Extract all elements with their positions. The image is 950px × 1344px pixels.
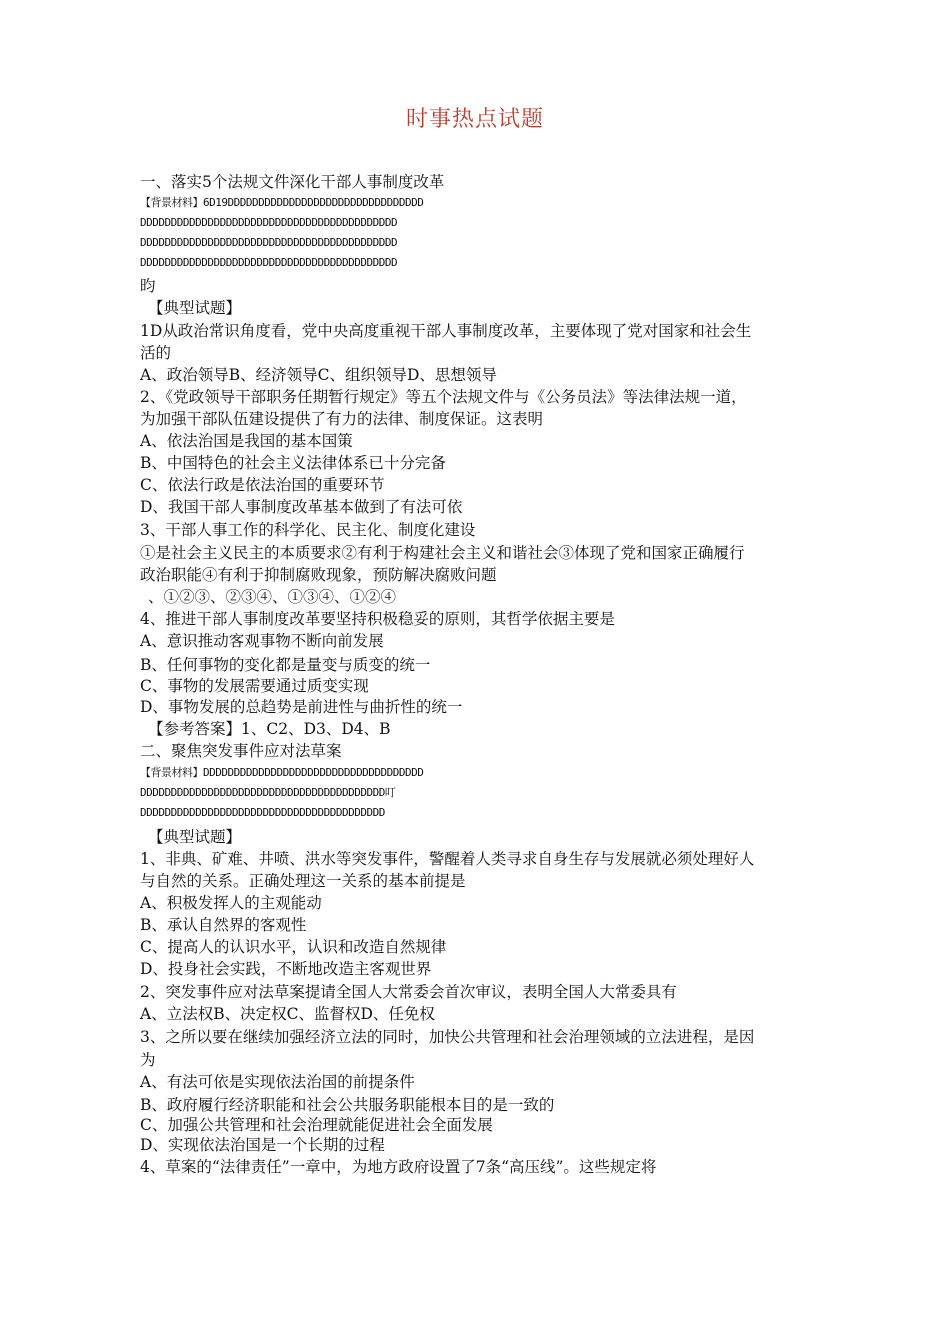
question-option: B、中国特色的社会主义法律体系已十分完备 [140, 454, 446, 472]
question-option: C、提高人的认识水平，认识和改造自然规律 [140, 938, 447, 956]
question-text: 与自然的关系。正确处理这一关系的基本前提是 [140, 872, 466, 890]
section2-background-line: 【背景材料】DDDDDDDDDDDDDDDDDDDDDDDDDDDDDDDDDDDD [140, 766, 424, 779]
question-options: A、立法权B、决定权C、监督权D、任免权 [140, 1005, 435, 1023]
section1-background-line: DDDDDDDDDDDDDDDDDDDDDDDDDDDDDDDDDDDDDDDDDD [140, 236, 398, 249]
question-text: 4、推进干部人事制度改革要坚持积极稳妥的原则，其哲学依据主要是 [140, 610, 615, 628]
question-text: 3、干部人事工作的科学化、民主化、制度化建设 [140, 521, 476, 539]
question-text: 为加强干部队伍建设提供了有力的法律、制度保证。这表明 [140, 410, 544, 428]
question-option: C、依法行政是依法治国的重要环节 [140, 476, 385, 494]
question-option: B、任何事物的变化都是量变与质变的统一 [140, 656, 431, 674]
question-option: A、依法治国是我国的基本国策 [140, 432, 353, 450]
question-options: A、政治领导B、经济领导C、组织领导D、思想领导 [140, 366, 497, 384]
section2-heading: 二、聚焦突发事件应对法草案 [140, 742, 342, 760]
question-option: D、投身社会实践，不断地改造主客观世界 [140, 960, 432, 978]
question-option: B、政府履行经济职能和社会公共服务职能根本目的是一致的 [140, 1096, 555, 1114]
question-text: 3、之所以要在继续加强经济立法的同时，加快公共管理和社会治理领域的立法进程，是因 [140, 1028, 755, 1046]
question-option: D、事物发展的总趋势是前进性与曲折性的统一 [140, 698, 463, 716]
question-text: 政治职能④有利于抑制腐败现象，预防解决腐败问题 [140, 566, 497, 584]
question-text: 1D从政治常识角度看，党中央高度重视干部人事制度改革，主要体现了党对国家和社会生 [140, 322, 752, 340]
question-option: C、加强公共管理和社会治理就能促进社会全面发展 [140, 1116, 493, 1134]
question-text: 2、《党政领导干部职务任期暂行规定》等五个法规文件与《公务员法》等法律法规一道， [140, 388, 747, 406]
question-option: B、承认自然界的客观性 [140, 916, 307, 934]
answer-key: 【参考答案】1、C2、D3、D4、B [148, 720, 391, 738]
document-title: 时事热点试题 [405, 107, 544, 132]
section1-background-line: 昀 [140, 277, 156, 295]
question-option: D、实现依法治国是一个长期的过程 [140, 1136, 385, 1154]
section1-background-line: 【背景材料】6D19DDDDDDDDDDDDDDDDDDDDDDDDDDDDDDDD [140, 196, 424, 209]
question-option: A、意识推动客观事物不断向前发展 [140, 632, 384, 650]
section1-typical-heading: 【典型试题】 [148, 299, 242, 317]
question-text: 为 [140, 1051, 156, 1069]
section2-background-line: DDDDDDDDDDDDDDDDDDDDDDDDDDDDDDDDDDDDDDDD [140, 806, 385, 819]
question-options: 、①②③、②③④、①③④、①②④ [148, 588, 397, 606]
section1-background-line: DDDDDDDDDDDDDDDDDDDDDDDDDDDDDDDDDDDDDDDDDD [140, 256, 398, 269]
question-text: ①是社会主义民主的本质要求②有利于构建社会主义和谐社会③体现了党和国家正确履行 [140, 544, 745, 562]
question-option: A、有法可依是实现依法治国的前提条件 [140, 1073, 415, 1091]
question-option: C、事物的发展需要通过质变实现 [140, 677, 369, 695]
question-text: 活的 [140, 344, 172, 362]
section1-background-line: DDDDDDDDDDDDDDDDDDDDDDDDDDDDDDDDDDDDDDDDDD [140, 216, 398, 229]
question-option: D、我国干部人事制度改革基本做到了有法可依 [140, 498, 463, 516]
question-text: 2、突发事件应对法草案提请全国人大常委会首次审议，表明全国人大常委具有 [140, 983, 677, 1001]
section1-heading: 一、落实5个法规文件深化干部人事制度改革 [140, 173, 445, 191]
section2-typical-heading: 【典型试题】 [148, 828, 242, 846]
question-option: A、积极发挥人的主观能动 [140, 894, 322, 912]
question-text: 1、非典、矿难、井喷、洪水等突发事件，警醒着人类寻求自身生存与发展就必须处理好人 [140, 850, 755, 868]
question-text: 4、草案的“法律责任”一章中，为地方政府设置了7条“高压线”。这些规定将 [140, 1158, 657, 1176]
section2-background-line: DDDDDDDDDDDDDDDDDDDDDDDDDDDDDDDDDDDDDDDD叮 [140, 786, 396, 799]
